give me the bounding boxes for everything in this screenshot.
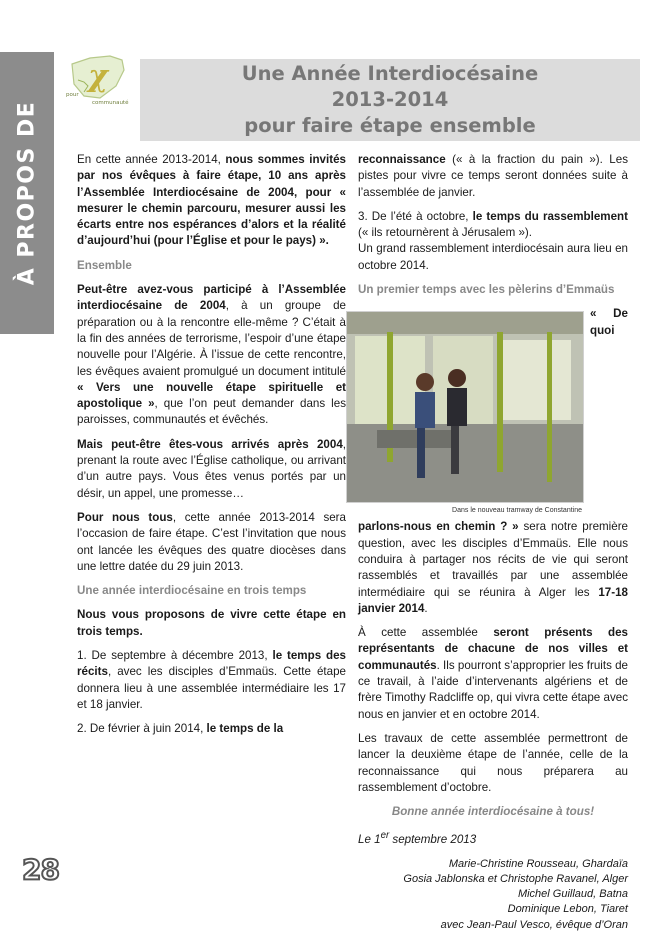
photo-figure: [346, 311, 582, 515]
section-title-trois-temps: Une année interdiocésaine en trois temps: [77, 584, 307, 598]
trois-temps-item-3: [358, 209, 628, 242]
rassemblement-paragraph: Un grand rassemblement interdiocésain aura lieu en octobre 2014.: [358, 242, 628, 272]
ensemble-p1-document: « Vers une nouvelle étape spirituelle et apostolique »: [77, 380, 346, 411]
signature-line: Dominique Lebon, Tiaret: [507, 903, 628, 916]
date-line: [358, 828, 628, 848]
greeting: Bonne année interdiocésaine à tous!: [391, 805, 595, 819]
signature-line: Marie-Christine Rousseau, Ghardaïa: [448, 857, 628, 870]
tramway-photo: [346, 311, 584, 503]
date-superscript: er: [380, 830, 390, 842]
trois-temps-lead-text: Nous vous proposons de vivre cette étape en trois temps.: [77, 608, 346, 638]
signature-line: Michel Guillaud, Batna: [517, 888, 628, 901]
signature-line: avec Jean-Paul Vesco, évêque d’Oran: [440, 918, 628, 931]
side-tab: [0, 52, 54, 334]
title-line-1: Une Année Interdiocésaine: [241, 62, 539, 85]
item2-bold: le temps de la: [206, 722, 284, 736]
emmaus-paragraph-3: Les travaux de cette assemblée permettront de lancer la deuxième étape de l’année, celle de la reconnaissance qui nous préparera au rassemblement d’octobre.: [358, 731, 628, 794]
section-title-ensemble: Ensemble: [77, 258, 132, 272]
right-paragraph-1: [358, 152, 628, 201]
logo-text-left: pour: [66, 92, 79, 98]
ensemble-p2-bold: Mais peut-être êtes-vous arrivés après 2004: [77, 437, 343, 451]
logo-text-right: communauté: [92, 100, 129, 106]
item3-bold: le temps du rassemblement: [472, 209, 629, 223]
side-tab-label: À PROPOS DE: [14, 100, 40, 286]
logo-graphic: [64, 52, 132, 116]
ensemble-p2-text: , prenant la route avec l’Église catholique, ou arrivant d’un autre pays. Vous êtes venus portés par un désir, un appel, une promesse…: [77, 437, 346, 500]
item1-text: , avec les disciples d’Emmaüs. Cette étape donnera lieu à une assemblée intermédiaire les 17 et 18 janvier.: [77, 665, 346, 711]
emmaus-p1-end: .: [424, 601, 428, 615]
page-number: 28: [22, 853, 59, 886]
intro-paragraph: [77, 152, 346, 250]
ensemble-p1-bold: Peut-être avez-vous participé à l’Assemblée interdiocésaine de 2004: [77, 283, 346, 313]
item2-intro: 2. De février à juin 2014,: [77, 722, 207, 736]
emmaus-p2-text: . Ils pourront s’approprier les fruits de ce travail, à l’aide d’intervenants algériens et de frère Timothy Radcliffe op, qui vivra cette étape avec nous en janvier et en octobre 2014.: [358, 658, 628, 721]
photo-caption: Dans le nouveau tramway de Constantine: [452, 507, 582, 515]
ensemble-paragraph-2: [77, 437, 346, 502]
ensemble-paragraph-3: [77, 510, 346, 575]
emmaus-p1-text: sera notre première question, avec les disciples d’Emmaüs. Elle nous conduira à partager nos récits de vie qui seront rassemblés et travaillés par une assemblée intermédiaire qui se réunira à Alger les: [358, 520, 629, 599]
right-p1-text: (« à la fraction du pain »). Les pistes pour vivre ce temps seront données suite à l’assemblée de janvier.: [358, 153, 628, 199]
item3-intro: 3. De l’été à octobre,: [358, 209, 473, 223]
title-line-3: pour faire étape ensemble: [244, 114, 536, 137]
trois-temps-item-1: [77, 648, 346, 713]
signature-line: Gosia Jablonska et Christophe Ravanel, Alger: [403, 872, 628, 885]
emmaus-p2-bold: seront présents des représentants de chacune de nos villes et communautés: [358, 626, 628, 672]
emmaus-date: 17-18 janvier 2014: [358, 585, 628, 615]
ensemble-paragraph-1: [77, 282, 346, 429]
ensemble-p3-bold: Pour nous tous: [77, 510, 173, 524]
right-column: [358, 152, 628, 933]
intro-text: En cette année 2013-2014,: [77, 153, 226, 166]
left-column: [77, 152, 346, 746]
item1-intro: 1. De septembre à décembre 2013,: [77, 649, 273, 663]
section-title-emmaus: Un premier temps avec les pèlerins d’Emmaüs: [358, 283, 615, 297]
title-line-2: 2013-2014: [331, 88, 449, 111]
date-suffix: septembre 2013: [389, 833, 477, 847]
item3-text: (« ils retournèrent à Jérusalem »).: [358, 226, 532, 240]
ensemble-p3-text: , cette année 2013-2014 sera l’occasion de faire étape. C’est l’invitation que nous ont lancée les évêques des quatre diocèses dans une lettre datée du 29 juin 2013.: [77, 510, 346, 573]
ensemble-p1-text: , à un groupe de préparation ou à la rencontre elle-même ? C’était à la fin des années de terrorisme, l’espoir d’une étape nouvelle pour l’Algérie. À l’issue de cette rencontre, les évêques avaient promulgué un document intitulé: [77, 299, 346, 378]
trois-temps-lead: [77, 607, 346, 640]
article-title: [140, 59, 640, 141]
intro-bold: nous sommes invités par nos évêques à faire étape, 10 ans après l’Assemblée Interdiocésaine de 2004, pour « mesurer le chemin parcouru, mesurer aussi les écarts entre nos espérances d’alors et la réalité d’aujourd’hui (pour l’Église et pour le pays) ».: [77, 153, 346, 248]
emmaus-p2-intro: À cette assemblée: [358, 626, 494, 640]
trois-temps-item-2: [77, 721, 346, 737]
emmaus-question: « De quoi parlons-nous en chemin ? »: [358, 307, 628, 534]
logo-letter: χ: [88, 59, 108, 94]
right-p1-bold: reconnaissance: [358, 153, 446, 166]
item1-bold: le temps des récits: [77, 649, 346, 679]
emmaus-paragraph-2: [358, 625, 628, 723]
ensemble-p1-end: , que l’on peut demander dans les paroisses, communautés et évêchés.: [77, 397, 346, 427]
date-prefix: Le 1: [358, 833, 381, 847]
logo: [64, 52, 132, 116]
signatures: [358, 857, 628, 933]
